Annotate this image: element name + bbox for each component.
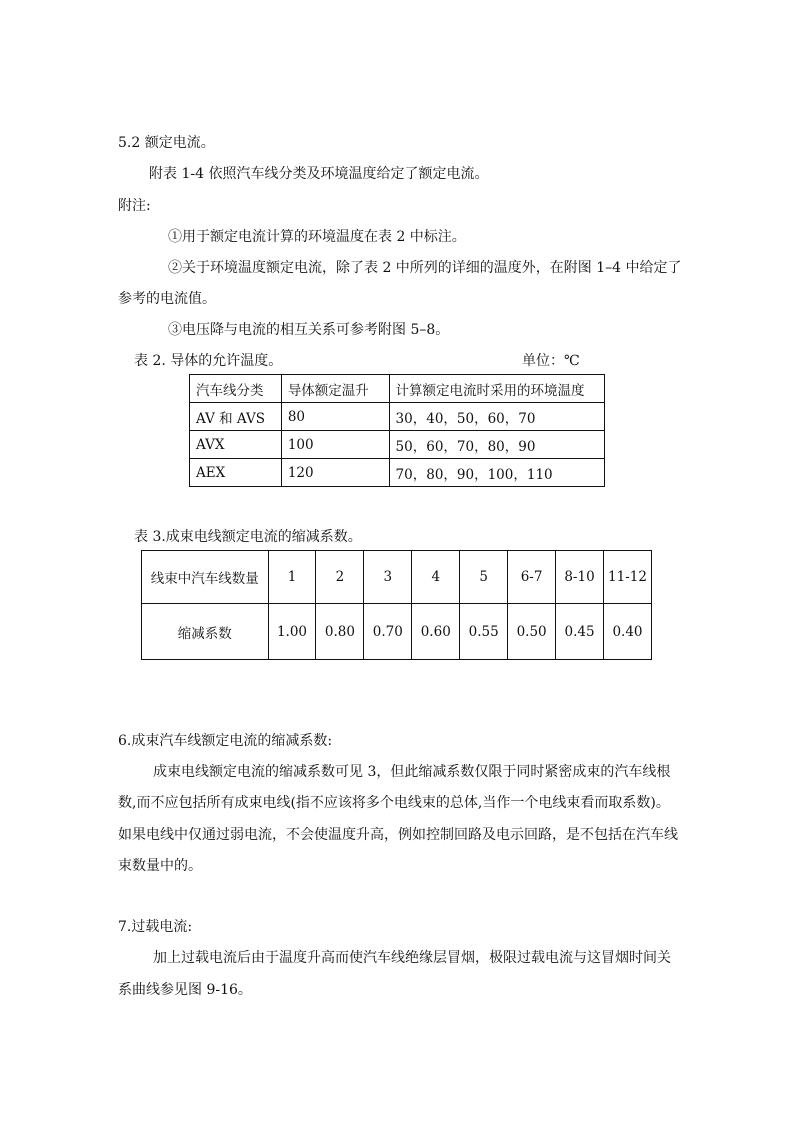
table-cell: 2 (316, 551, 364, 604)
table2-header-row (190, 375, 605, 403)
table-cell: 0.55 (460, 604, 508, 660)
note-2-line-1: ②关于环境温度额定电流，除了表 2 中所列的详细的温度外，在附图 1–4 中给定了 (168, 260, 682, 276)
table-cell: 80 (281, 403, 389, 431)
section-heading-5-2: 5.2 额定电流。 (118, 135, 215, 151)
section-heading-6: 6.成束汽车线额定电流的缩减系数: (118, 733, 333, 749)
note-1: ①用于额定电流计算的环境温度在表 2 中标注。 (168, 229, 466, 245)
table-cell: 0.60 (412, 604, 460, 660)
table-row (190, 431, 605, 459)
table2-caption: 表 2. 导体的允许温度。 (134, 353, 283, 369)
table3-caption: 表 3.成束电线额定电流的缩减系数。 (134, 529, 362, 545)
table-row (190, 403, 605, 431)
table-cell: 11-12 (603, 551, 651, 604)
table-cell: 0.40 (603, 604, 651, 660)
table2-header-cell: 汽车线分类 (190, 375, 282, 403)
table-cell: 4 (412, 551, 460, 604)
table-cell: AEX (190, 459, 282, 487)
table-cell: AV 和 AVS (190, 403, 282, 431)
table-cell: 3 (364, 551, 412, 604)
table3-row-label: 线束中汽车线数量 (142, 551, 269, 604)
table-cell: 0.50 (508, 604, 556, 660)
table-cell: 120 (281, 459, 389, 487)
table-cell: 70，80，90，100，110 (389, 459, 604, 487)
note-3: ③电压降与电流的相互关系可参考附图 5–8。 (168, 322, 450, 338)
sec6-line-2: 数,而不应包括所有成束电线(指不应该将多个电线束的总体,当作一个电线束看而取系数)。 (118, 795, 670, 811)
table-cell: 1.00 (268, 604, 316, 660)
table-row (142, 604, 652, 660)
table-cell: 5 (460, 551, 508, 604)
table-cell: 0.45 (556, 604, 604, 660)
sec7-line-1: 加上过载电流后由于温度升高而使汽车线绝缘层冒烟，极限过载电流与这冒烟时间关 (153, 950, 671, 966)
note-2-line-2: 参考的电流值。 (118, 291, 216, 307)
table-cell: 50，60，70，80，90 (389, 431, 604, 459)
table3-reduction-factors (141, 550, 652, 660)
table2-header-cell: 导体额定温升 (281, 375, 389, 403)
sec6-line-3: 如果电线中仅通过弱电流，不会使温度升高，例如控制回路及电示回路，是不包括在汽车线 (118, 827, 678, 843)
table-cell: 8-10 (556, 551, 604, 604)
table-cell: 30，40，50，60，70 (389, 403, 604, 431)
table-cell: 100 (281, 431, 389, 459)
table-cell: 0.70 (364, 604, 412, 660)
table2-allowable-temperature (189, 374, 605, 487)
table-cell: 6-7 (508, 551, 556, 604)
table-cell: 0.80 (316, 604, 364, 660)
table-cell: AVX (190, 431, 282, 459)
sec6-line-1: 成束电线额定电流的缩减系数可见 3，但此缩减系数仅限于同时紧密成束的汽车线根 (153, 764, 671, 780)
table2-header-cell: 计算额定电流时采用的环境温度 (389, 375, 604, 403)
table2-unit: 单位：℃ (522, 353, 580, 369)
table3-row-label: 缩减系数 (142, 604, 269, 660)
table-row (142, 551, 652, 604)
table-row (190, 459, 605, 487)
sec7-line-2: 系曲线参见图 9-16。 (118, 982, 252, 998)
section-heading-7: 7.过载电流: (118, 919, 193, 935)
notes-label: 附注: (118, 198, 151, 214)
sec6-line-4: 束数量中的。 (118, 858, 202, 874)
table-cell: 1 (268, 551, 316, 604)
intro-paragraph: 附表 1-4 依照汽车线分类及环境温度给定了额定电流。 (149, 166, 489, 182)
